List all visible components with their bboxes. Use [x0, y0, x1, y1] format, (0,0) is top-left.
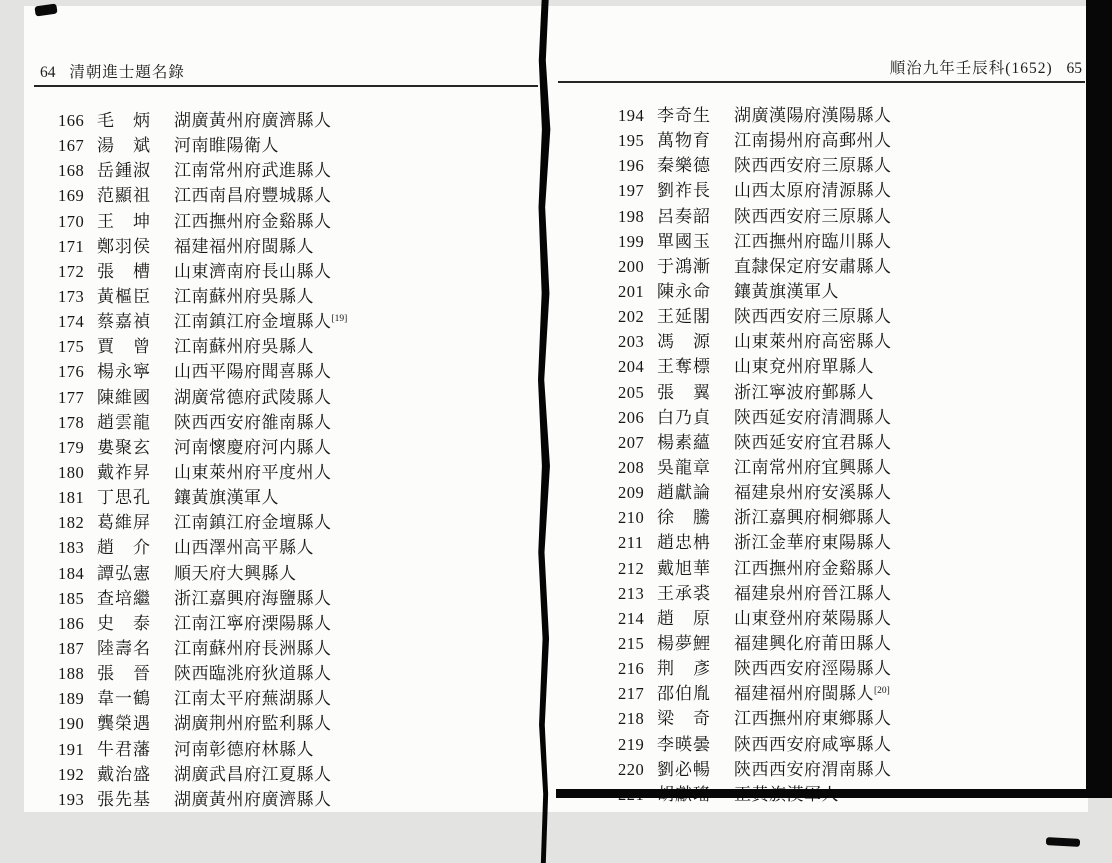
entry-origin-text: 湖廣武昌府江夏縣人 [174, 764, 332, 784]
entry-origin [734, 277, 1098, 304]
entry-number: 199 [618, 231, 645, 251]
entry-origin-text: 浙江金華府東陽縣人 [734, 533, 892, 553]
entry-origin [734, 151, 1098, 178]
entry-name: 劉必暢 [657, 759, 711, 779]
entry-row [618, 679, 1098, 704]
entry-row [58, 207, 538, 232]
entry-name: 張 槽 [97, 261, 151, 281]
entry-origin-text: 湖廣黃州府廣濟縣人 [174, 789, 332, 809]
entry-number: 194 [618, 106, 645, 125]
entry-row [618, 327, 1098, 352]
entry-origin-text: 陝西西安府渭南縣人 [734, 759, 892, 779]
entry-name: 于鴻漸 [657, 256, 711, 276]
entry-origin-text: 陝西西安府三原縣人 [734, 156, 892, 176]
entry-origin-text: 鑲黃旗漢軍人 [734, 281, 839, 301]
entry-name: 婁聚玄 [97, 437, 151, 457]
entry-name: 張先基 [97, 789, 151, 809]
entry-name: 楊夢鯉 [657, 633, 711, 653]
entry-row [618, 101, 1098, 126]
entry-name: 張 翼 [657, 382, 711, 402]
entry-row [618, 503, 1098, 528]
entry-row [58, 760, 538, 785]
entry-name: 趙雲龍 [97, 412, 151, 432]
entry-origin [734, 554, 1098, 581]
scan-edge-bar-bottom [556, 789, 1112, 798]
entry-row [58, 131, 538, 156]
entry-number: 200 [618, 256, 645, 276]
entry-origin-text: 江西撫州府臨川縣人 [734, 231, 892, 251]
entry-row [58, 785, 538, 810]
entry-origin-text: 河南睢陽衛人 [174, 136, 279, 156]
entry-origin-text: 浙江嘉興府桐鄉縣人 [734, 508, 892, 528]
entry-number: 211 [618, 533, 644, 553]
entry-name: 岳鍾淑 [97, 161, 151, 181]
entry-name: 湯 斌 [97, 136, 151, 156]
entry-origin [174, 684, 538, 711]
entry-number: 220 [618, 759, 645, 779]
entry-row [58, 257, 538, 282]
entry-origin-text: 順天府大興縣人 [174, 563, 297, 583]
entry-origin [174, 232, 538, 259]
entry-number: 213 [618, 583, 645, 603]
entry-origin-text: 湖廣荆州府監利縣人 [174, 714, 332, 734]
entry-origin-text: 山東萊州府高密縣人 [734, 332, 892, 352]
entry-origin [174, 156, 538, 183]
entry-origin [734, 227, 1098, 254]
entry-name: 譚弘憲 [97, 563, 151, 583]
entry-origin-text: 江南常州府武進縣人 [174, 161, 332, 181]
entry-number: 216 [618, 659, 645, 679]
entry-row [58, 508, 538, 533]
entry-origin-text: 江西撫州府金谿縣人 [734, 558, 892, 578]
entry-origin [734, 579, 1098, 606]
entry-origin [734, 101, 1098, 128]
entry-row [58, 458, 538, 483]
entry-name: 賈 曾 [97, 337, 151, 357]
entry-origin-text: 福建泉州府安溪縣人 [734, 483, 892, 503]
entry-row [618, 252, 1098, 277]
entry-origin [174, 332, 538, 359]
entry-origin [174, 760, 538, 787]
entry-number: 187 [58, 638, 85, 658]
entry-origin [734, 126, 1098, 153]
entry-origin [174, 609, 538, 636]
entry-row [618, 277, 1098, 302]
entry-origin [174, 433, 538, 460]
entry-name: 吳龍章 [657, 457, 711, 477]
entry-name: 王延閣 [657, 307, 711, 327]
left-entry-list [58, 106, 538, 810]
entry-number: 208 [618, 457, 645, 477]
entry-name: 趙 原 [657, 608, 711, 628]
left-page-header [40, 60, 185, 82]
entry-name: 楊永寧 [97, 362, 151, 382]
entry-row [618, 378, 1098, 403]
entry-number: 218 [618, 709, 645, 729]
entry-name: 萬物育 [657, 131, 711, 151]
entry-origin [174, 307, 538, 334]
entry-origin-text: 江南蘇州府吳縣人 [174, 337, 314, 357]
entry-number: 188 [58, 664, 85, 684]
entry-origin-text: 河南懷慶府河内縣人 [174, 437, 332, 457]
entry-row [58, 433, 538, 458]
entry-number: 181 [58, 488, 85, 508]
entry-row [618, 604, 1098, 629]
entry-name: 陳維國 [97, 387, 151, 407]
entry-origin-text: 直隸保定府安肅縣人 [734, 256, 892, 276]
entry-number: 210 [618, 508, 645, 528]
entry-row [618, 403, 1098, 428]
entry-row [58, 559, 538, 584]
entry-origin-text: 江南蘇州府長洲縣人 [174, 638, 332, 658]
entry-number: 186 [58, 613, 85, 633]
entry-origin-text: 湖廣黃州府廣濟縣人 [174, 111, 332, 130]
entry-row [58, 483, 538, 508]
entry-number: 206 [618, 407, 645, 427]
entry-name: 趙 介 [97, 538, 151, 558]
entry-number: 214 [618, 608, 645, 628]
entry-origin [734, 428, 1098, 455]
entry-name: 張 晉 [97, 664, 151, 684]
entry-row [58, 106, 538, 131]
entry-number: 204 [618, 357, 645, 377]
entry-number: 202 [618, 307, 645, 327]
entry-row [618, 629, 1098, 654]
left-header-rule [34, 85, 538, 87]
entry-origin [174, 131, 538, 158]
entry-name: 韋一鶴 [97, 689, 151, 709]
entry-origin [174, 735, 538, 762]
entry-number: 172 [58, 261, 85, 281]
entry-name: 毛 炳 [97, 111, 151, 130]
entry-row [618, 428, 1098, 453]
entry-origin-text: 陝西西安府咸寧縣人 [734, 734, 892, 754]
left-running-title: 清朝進士題名錄 [69, 64, 185, 81]
entry-number: 217 [618, 684, 645, 704]
entry-number: 193 [58, 789, 85, 809]
entry-number: 176 [58, 362, 85, 382]
entry-number: 201 [618, 281, 645, 301]
entry-origin-text: 江南鎮江府金壇縣人 [174, 513, 332, 533]
entry-number: 182 [58, 513, 85, 533]
entry-origin-text: 福建興化府莆田縣人 [734, 633, 892, 653]
entry-row [618, 554, 1098, 579]
right-running-title: 順治九年壬辰科(1652) [889, 60, 1053, 77]
entry-number: 198 [618, 206, 645, 226]
entry-name: 戴祚昇 [97, 462, 151, 482]
entry-origin-text: 陝西延安府宜君縣人 [734, 432, 892, 452]
entry-row [618, 176, 1098, 201]
entry-origin [734, 503, 1098, 530]
scan-artifact-bottom-right [1046, 837, 1080, 847]
entry-origin-text: 江南常州府宜興縣人 [734, 457, 892, 477]
entry-row [618, 579, 1098, 604]
entry-origin [174, 584, 538, 611]
entry-origin [734, 378, 1098, 405]
entry-number: 178 [58, 412, 85, 432]
entry-origin [734, 352, 1098, 379]
entry-origin [174, 383, 538, 410]
entry-origin-text: 江西撫州府東鄉縣人 [734, 709, 892, 729]
entry-number: 173 [58, 286, 85, 306]
entry-origin [734, 654, 1098, 681]
entry-row [618, 730, 1098, 755]
entry-origin [734, 704, 1098, 731]
entry-row [618, 453, 1098, 478]
entry-origin [174, 533, 538, 560]
entry-row [618, 202, 1098, 227]
entry-row [618, 151, 1098, 176]
entry-number: 170 [58, 211, 85, 231]
entry-name: 鄭羽侯 [97, 236, 151, 256]
entry-origin-text: 山東濟南府長山縣人 [174, 261, 332, 281]
entry-name: 黃樞臣 [97, 286, 151, 306]
entry-footnote-ref: [19] [331, 314, 348, 325]
entry-origin-text: 江南鎮江府金壇縣人 [174, 312, 332, 332]
entry-origin-text: 福建泉州府晉江縣人 [734, 583, 892, 603]
entry-origin [174, 408, 538, 435]
entry-origin-text: 江西南昌府豐城縣人 [174, 186, 332, 206]
entry-name: 李奇生 [657, 106, 711, 125]
entry-number: 171 [58, 236, 85, 256]
entry-row [618, 227, 1098, 252]
entry-row [618, 352, 1098, 377]
entry-row [618, 654, 1098, 679]
entry-origin-text: 山東萊州府平度州人 [174, 462, 332, 482]
entry-name: 王奪標 [657, 357, 711, 377]
entry-number: 169 [58, 186, 85, 206]
entry-footnote-ref: [20] [874, 686, 890, 697]
entry-number: 207 [618, 432, 645, 452]
entry-origin [734, 403, 1098, 430]
entry-origin-text: 陝西臨洮府狄道縣人 [174, 664, 332, 684]
right-header-rule [558, 81, 1085, 83]
entry-origin-text: 湖廣常德府武陵縣人 [174, 387, 332, 407]
entry-number: 203 [618, 332, 645, 352]
entry-number: 215 [618, 633, 645, 653]
entry-name: 單國玉 [657, 231, 711, 251]
entry-name: 王承裘 [657, 583, 711, 603]
entry-name: 牛君藩 [97, 739, 151, 759]
entry-number: 174 [58, 312, 85, 332]
entry-origin-text: 山東兗州府單縣人 [734, 357, 874, 377]
entry-name: 王 坤 [97, 211, 151, 231]
entry-row [58, 282, 538, 307]
entry-number: 167 [58, 136, 85, 156]
entry-row [58, 156, 538, 181]
entry-number: 179 [58, 437, 85, 457]
entry-origin-text: 陝西西安府涇陽縣人 [734, 659, 892, 679]
entry-number: 196 [618, 156, 645, 176]
entry-number: 195 [618, 131, 645, 151]
entry-origin [734, 528, 1098, 555]
entry-name: 葛維屏 [97, 513, 151, 533]
entry-name: 楊素蘊 [657, 432, 711, 452]
entry-number: 190 [58, 714, 85, 734]
entry-origin-text: 陝西西安府三原縣人 [734, 206, 892, 226]
entry-number: 197 [618, 181, 645, 201]
entry-origin [734, 604, 1098, 631]
entry-origin [174, 709, 538, 736]
entry-name: 陸壽名 [97, 638, 151, 658]
entry-origin [174, 508, 538, 535]
entry-number: 192 [58, 764, 85, 784]
entry-name: 蔡嘉禎 [97, 312, 151, 332]
entry-row [618, 528, 1098, 553]
entry-row [58, 634, 538, 659]
entry-name: 劉祚長 [657, 181, 711, 201]
entry-name: 徐 騰 [657, 508, 711, 528]
entry-number: 183 [58, 538, 85, 558]
entry-name: 戴治盛 [97, 764, 151, 784]
entry-name: 荆 彥 [657, 659, 711, 679]
entry-origin [174, 357, 538, 384]
entry-name: 龔榮遇 [97, 714, 151, 734]
entry-origin [174, 634, 538, 661]
entry-origin-text: 江南揚州府高郵州人 [734, 131, 892, 151]
entry-number: 168 [58, 161, 85, 181]
entry-origin [734, 730, 1098, 757]
entry-row [618, 302, 1098, 327]
entry-origin [174, 181, 538, 208]
entry-row [58, 735, 538, 760]
entry-origin-text: 江南蘇州府吳縣人 [174, 286, 314, 306]
entry-origin [174, 483, 538, 510]
entry-origin-text: 江西撫州府金谿縣人 [174, 211, 332, 231]
entry-row [618, 126, 1098, 151]
entry-origin-text: 山西太原府清源縣人 [734, 181, 892, 201]
entry-origin [734, 302, 1098, 329]
entry-origin [174, 659, 538, 686]
entry-origin [174, 106, 538, 133]
right-page-number: 65 [1066, 60, 1082, 77]
entry-origin [734, 453, 1098, 480]
entry-name: 趙獻論 [657, 483, 711, 503]
entry-origin-text: 湖廣漢陽府漢陽縣人 [734, 106, 892, 125]
entry-origin [734, 679, 1098, 706]
entry-origin-text: 山西平陽府聞喜縣人 [174, 362, 332, 382]
entry-row [58, 584, 538, 609]
entry-origin-text: 河南彰德府林縣人 [174, 739, 314, 759]
entry-name: 李暎曇 [657, 734, 711, 754]
entry-origin-text: 陝西西安府雒南縣人 [174, 412, 332, 432]
entry-number: 166 [58, 111, 85, 130]
entry-origin-text: 陝西延安府清澗縣人 [734, 407, 892, 427]
entry-number: 209 [618, 483, 645, 503]
scan-edge-bar-right [1086, 0, 1112, 791]
entry-origin-text: 江南江寧府溧陽縣人 [174, 613, 332, 633]
entry-origin [174, 785, 538, 812]
entry-name: 陳永命 [657, 281, 711, 301]
entry-row [58, 709, 538, 734]
entry-row [58, 232, 538, 257]
left-page-number: 64 [40, 64, 56, 81]
entry-row [58, 357, 538, 382]
entry-number: 184 [58, 563, 85, 583]
entry-name: 范顯祖 [97, 186, 151, 206]
entry-name: 梁 奇 [657, 709, 711, 729]
entry-number: 191 [58, 739, 85, 759]
entry-name: 呂奏韶 [657, 206, 711, 226]
entry-origin [734, 327, 1098, 354]
entry-number: 212 [618, 558, 645, 578]
entry-row [618, 704, 1098, 729]
entry-row [58, 181, 538, 206]
entry-origin [174, 257, 538, 284]
entry-origin-text: 福建福州府閩縣人 [174, 236, 314, 256]
entry-row [58, 659, 538, 684]
entry-number: 189 [58, 689, 85, 709]
entry-origin [734, 252, 1098, 279]
entry-origin [734, 176, 1098, 203]
entry-row [618, 478, 1098, 503]
entry-name: 馮 源 [657, 332, 711, 352]
entry-row [58, 408, 538, 433]
entry-row [58, 383, 538, 408]
entry-origin-text: 陝西西安府三原縣人 [734, 307, 892, 327]
right-entry-list [618, 101, 1098, 805]
entry-number: 205 [618, 382, 645, 402]
entry-origin [734, 478, 1098, 505]
entry-number: 180 [58, 462, 85, 482]
entry-number: 175 [58, 337, 85, 357]
entry-origin-text: 山西澤州高平縣人 [174, 538, 314, 558]
right-page-header [556, 56, 1082, 78]
entry-origin-text: 浙江寧波府鄞縣人 [734, 382, 874, 402]
entry-row [58, 307, 538, 332]
entry-origin-text: 山東登州府萊陽縣人 [734, 608, 892, 628]
entry-origin [174, 282, 538, 309]
entry-row [58, 332, 538, 357]
entry-origin-text: 浙江嘉興府海鹽縣人 [174, 588, 332, 608]
entry-name: 戴旭華 [657, 558, 711, 578]
entry-name: 白乃貞 [657, 407, 711, 427]
entry-row [618, 755, 1098, 780]
entry-origin-text: 福建福州府閩縣人 [734, 684, 874, 704]
entry-number: 219 [618, 734, 645, 754]
entry-name: 史 泰 [97, 613, 151, 633]
entry-row [58, 533, 538, 558]
entry-name: 邵伯胤 [657, 684, 711, 704]
entry-name: 秦樂德 [657, 156, 711, 176]
entry-name: 丁思孔 [97, 488, 151, 508]
entry-origin [174, 458, 538, 485]
entry-name: 趙忠柟 [657, 533, 711, 553]
entry-row [58, 609, 538, 634]
entry-origin-text: 江南太平府蕪湖縣人 [174, 689, 332, 709]
entry-origin [734, 755, 1098, 782]
entry-name: 查培繼 [97, 588, 151, 608]
entry-origin [734, 629, 1098, 656]
entry-row [58, 684, 538, 709]
entry-number: 177 [58, 387, 85, 407]
entry-origin [174, 207, 538, 234]
entry-number: 185 [58, 588, 85, 608]
entry-origin [174, 559, 538, 586]
entry-origin [734, 202, 1098, 229]
entry-origin-text: 鑲黃旗漢軍人 [174, 488, 279, 508]
